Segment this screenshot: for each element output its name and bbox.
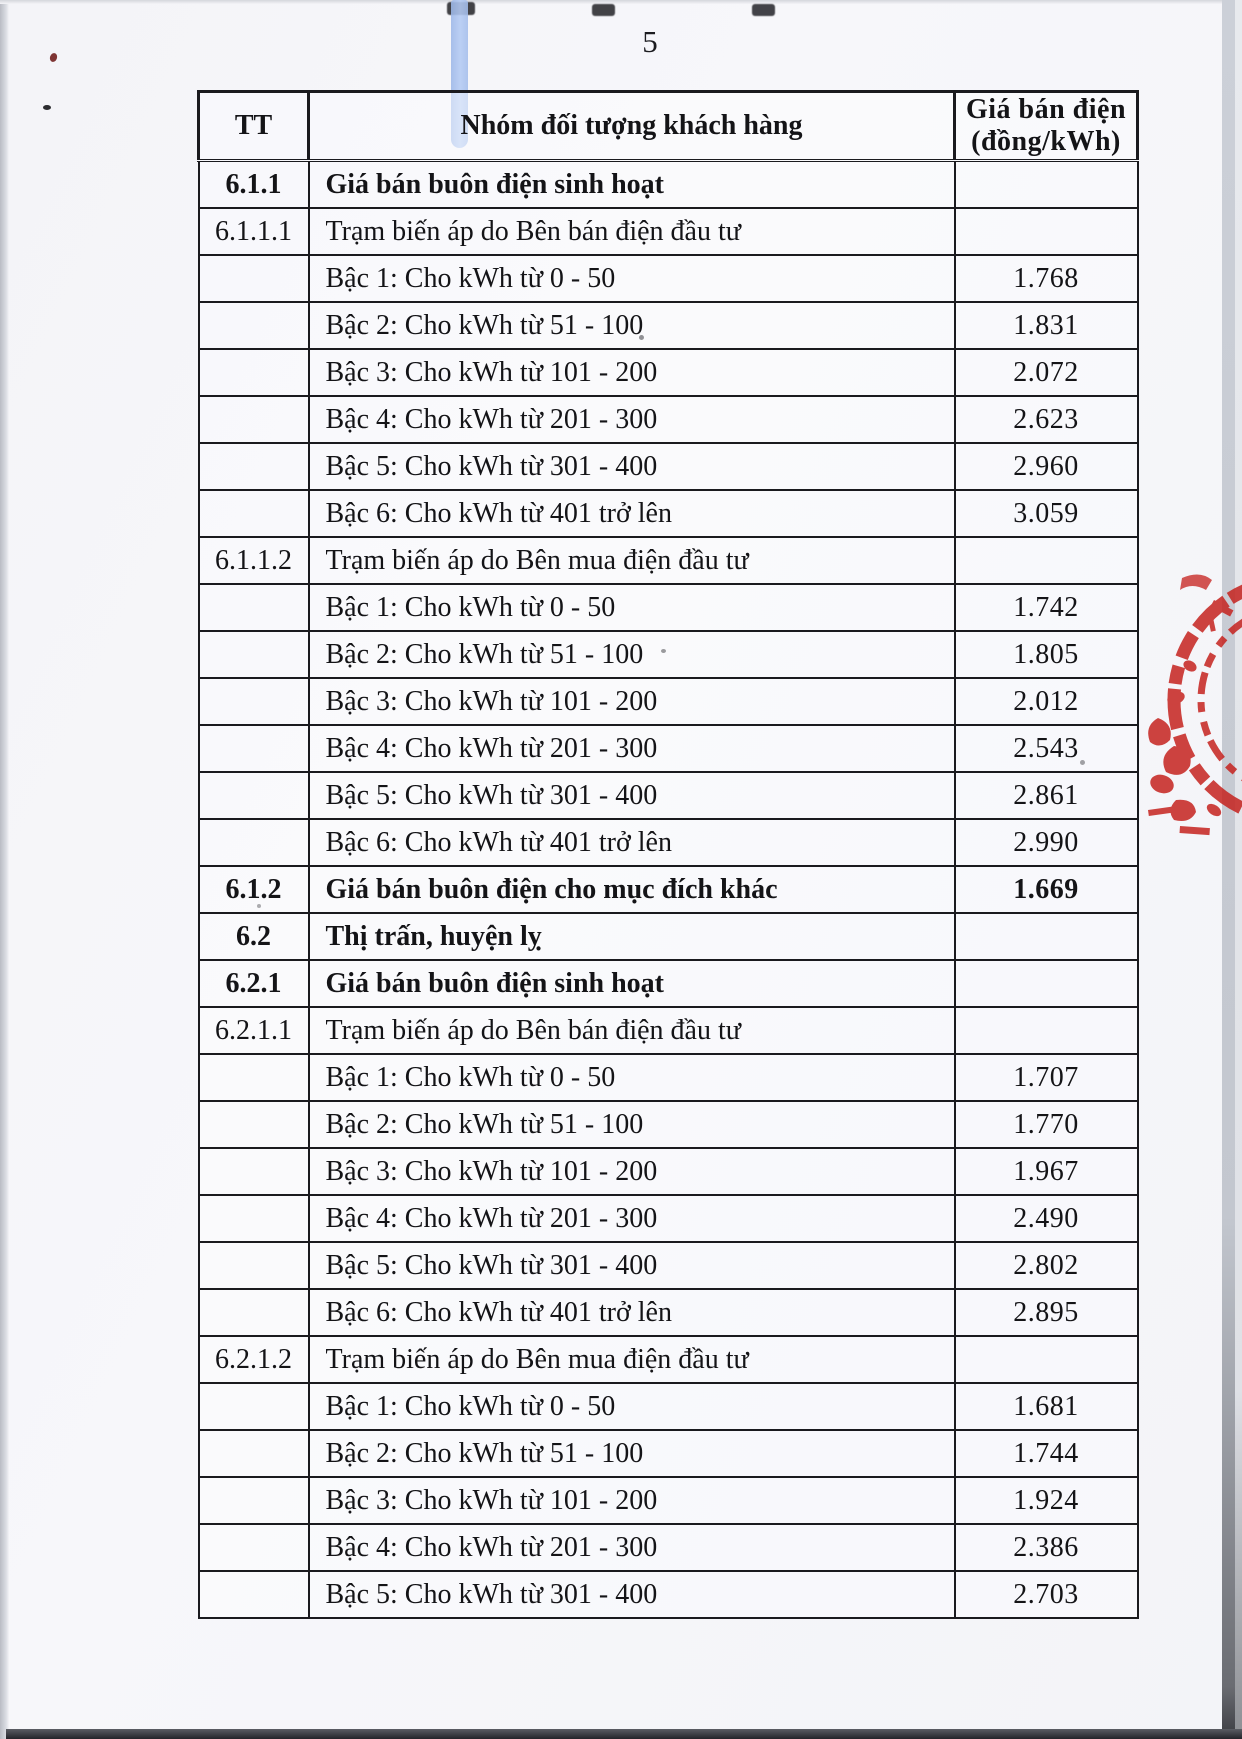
table-row	[199, 302, 1138, 349]
tt-cell	[199, 1524, 309, 1571]
table-row	[199, 537, 1138, 584]
table-row	[199, 960, 1138, 1007]
price-cell: 2.703	[955, 1571, 1138, 1618]
price-cell: 3.059	[955, 490, 1138, 537]
group-cell: Bậc 4: Cho kWh từ 201 - 300	[309, 396, 955, 443]
table-row	[199, 1148, 1138, 1195]
price-cell: 2.861	[955, 772, 1138, 819]
table-row	[199, 725, 1138, 772]
price-cell	[955, 537, 1138, 584]
table-row	[199, 396, 1138, 443]
table-row	[199, 866, 1138, 913]
table-row	[199, 772, 1138, 819]
tt-cell	[199, 1242, 309, 1289]
scan-smudge	[752, 4, 775, 16]
group-cell: Bậc 5: Cho kWh từ 301 - 400	[309, 1242, 955, 1289]
group-cell: Bậc 6: Cho kWh từ 401 trở lên	[309, 1289, 955, 1336]
table-header-row	[199, 92, 1138, 161]
tt-cell: 6.1.1.2	[199, 537, 309, 584]
group-cell: Trạm biến áp do Bên bán điện đầu tư	[309, 1007, 955, 1054]
price-cell	[955, 1336, 1138, 1383]
price-cell: 2.012	[955, 678, 1138, 725]
price-cell: 2.490	[955, 1195, 1138, 1242]
table-row	[199, 349, 1138, 396]
header-price	[955, 92, 1138, 161]
price-cell: 1.707	[955, 1054, 1138, 1101]
group-cell: Bậc 1: Cho kWh từ 0 - 50	[309, 584, 955, 631]
header-price-line2: (đồng/kWh)	[971, 126, 1121, 157]
table-row	[199, 443, 1138, 490]
group-cell: Bậc 3: Cho kWh từ 101 - 200	[309, 349, 955, 396]
price-cell	[955, 161, 1138, 209]
tt-cell	[199, 1430, 309, 1477]
price-cell: 2.895	[955, 1289, 1138, 1336]
price-cell: 2.386	[955, 1524, 1138, 1571]
tt-cell: 6.2.1	[199, 960, 309, 1007]
table-row	[199, 1430, 1138, 1477]
group-cell: Bậc 4: Cho kWh từ 201 - 300	[309, 1524, 955, 1571]
tt-cell	[199, 443, 309, 490]
tt-cell	[199, 1101, 309, 1148]
price-cell: 1.768	[955, 255, 1138, 302]
page-number: 5	[642, 24, 658, 59]
table-row	[199, 1571, 1138, 1618]
scan-edge-top	[0, 0, 1242, 4]
price-cell	[955, 913, 1138, 960]
header-group: Nhóm đối tượng khách hàng	[309, 92, 955, 161]
scan-edge-left	[0, 0, 9, 1739]
group-cell: Bậc 3: Cho kWh từ 101 - 200	[309, 1477, 955, 1524]
tt-cell	[199, 490, 309, 537]
price-cell	[955, 1007, 1138, 1054]
group-cell: Bậc 2: Cho kWh từ 51 - 100	[309, 302, 955, 349]
group-cell: Bậc 5: Cho kWh từ 301 - 400	[309, 772, 955, 819]
tt-cell: 6.2.1.2	[199, 1336, 309, 1383]
ink-speck	[43, 105, 51, 110]
tt-cell	[199, 349, 309, 396]
group-cell: Bậc 1: Cho kWh từ 0 - 50	[309, 255, 955, 302]
group-cell: Giá bán buôn điện sinh hoạt	[309, 161, 955, 209]
group-cell: Bậc 1: Cho kWh từ 0 - 50	[309, 1054, 955, 1101]
tt-cell	[199, 1148, 309, 1195]
table-row	[199, 1101, 1138, 1148]
group-cell: Giá bán buôn điện sinh hoạt	[309, 960, 955, 1007]
tt-cell	[199, 772, 309, 819]
price-cell: 1.742	[955, 584, 1138, 631]
table-row	[199, 490, 1138, 537]
price-cell: 2.623	[955, 396, 1138, 443]
tt-cell: 6.1.1	[199, 161, 309, 209]
group-cell: Bậc 4: Cho kWh từ 201 - 300	[309, 1195, 955, 1242]
price-cell	[955, 960, 1138, 1007]
table-row	[199, 631, 1138, 678]
tt-cell	[199, 302, 309, 349]
tt-cell	[199, 725, 309, 772]
tt-cell	[199, 631, 309, 678]
table-row	[199, 678, 1138, 725]
tt-cell	[199, 1571, 309, 1618]
group-cell: Bậc 3: Cho kWh từ 101 - 200	[309, 678, 955, 725]
group-cell: Bậc 6: Cho kWh từ 401 trở lên	[309, 490, 955, 537]
header-price-line1: Giá bán điện	[965, 93, 1127, 125]
price-cell: 1.669	[955, 866, 1138, 913]
price-cell: 1.967	[955, 1148, 1138, 1195]
scan-smudge	[592, 4, 615, 16]
table-row	[199, 1524, 1138, 1571]
table-row	[199, 1289, 1138, 1336]
group-cell: Trạm biến áp do Bên mua điện đầu tư	[309, 537, 955, 584]
tt-cell	[199, 1289, 309, 1336]
price-cell: 1.770	[955, 1101, 1138, 1148]
table-row	[199, 1007, 1138, 1054]
table-row	[199, 1383, 1138, 1430]
group-cell: Trạm biến áp do Bên bán điện đầu tư	[309, 208, 955, 255]
group-cell: Bậc 6: Cho kWh từ 401 trở lên	[309, 819, 955, 866]
table-row	[199, 208, 1138, 255]
group-cell: Bậc 3: Cho kWh từ 101 - 200	[309, 1148, 955, 1195]
tt-cell	[199, 1195, 309, 1242]
price-cell: 1.744	[955, 1430, 1138, 1477]
price-cell: 1.681	[955, 1383, 1138, 1430]
scan-edge-right	[1222, 0, 1235, 1739]
tt-cell	[199, 1054, 309, 1101]
table-row	[199, 1054, 1138, 1101]
tt-cell: 6.1.1.1	[199, 208, 309, 255]
table-row	[199, 819, 1138, 866]
tt-cell: 6.1.2	[199, 866, 309, 913]
price-cell: 2.543	[955, 725, 1138, 772]
price-cell: 2.802	[955, 1242, 1138, 1289]
price-cell: 2.960	[955, 443, 1138, 490]
price-cell: 1.831	[955, 302, 1138, 349]
table-row	[199, 584, 1138, 631]
table-row	[199, 1477, 1138, 1524]
group-cell: Bậc 2: Cho kWh từ 51 - 100	[309, 631, 955, 678]
price-table	[197, 90, 1139, 1619]
group-cell: Bậc 1: Cho kWh từ 0 - 50	[309, 1383, 955, 1430]
group-cell: Bậc 2: Cho kWh từ 51 - 100	[309, 1430, 955, 1477]
tt-cell	[199, 819, 309, 866]
tt-cell	[199, 1477, 309, 1524]
tt-cell	[199, 678, 309, 725]
tt-cell: 6.2	[199, 913, 309, 960]
scan-edge-right-outer	[1235, 0, 1242, 1739]
group-cell: Thị trấn, huyện lỵ	[309, 913, 955, 960]
table-row	[199, 1242, 1138, 1289]
tt-cell	[199, 1383, 309, 1430]
table-row	[199, 161, 1138, 209]
scan-edge-bottom	[6, 1729, 1242, 1739]
group-cell: Bậc 4: Cho kWh từ 201 - 300	[309, 725, 955, 772]
price-cell	[955, 208, 1138, 255]
price-cell: 2.072	[955, 349, 1138, 396]
ink-speck	[49, 52, 59, 63]
price-cell: 2.990	[955, 819, 1138, 866]
group-cell: Giá bán buôn điện cho mục đích khác	[309, 866, 955, 913]
group-cell: Bậc 5: Cho kWh từ 301 - 400	[309, 443, 955, 490]
group-cell: Bậc 2: Cho kWh từ 51 - 100	[309, 1101, 955, 1148]
header-tt: TT	[199, 92, 309, 161]
group-cell: Bậc 5: Cho kWh từ 301 - 400	[309, 1571, 955, 1618]
price-cell: 1.924	[955, 1477, 1138, 1524]
tt-cell	[199, 584, 309, 631]
table-row	[199, 1336, 1138, 1383]
tt-cell: 6.2.1.1	[199, 1007, 309, 1054]
tt-cell	[199, 396, 309, 443]
table-row	[199, 1195, 1138, 1242]
group-cell: Trạm biến áp do Bên mua điện đầu tư	[309, 1336, 955, 1383]
price-cell: 1.805	[955, 631, 1138, 678]
tt-cell	[199, 255, 309, 302]
red-seal-stamp-fragment	[1118, 548, 1242, 848]
table-row	[199, 255, 1138, 302]
table-row	[199, 913, 1138, 960]
